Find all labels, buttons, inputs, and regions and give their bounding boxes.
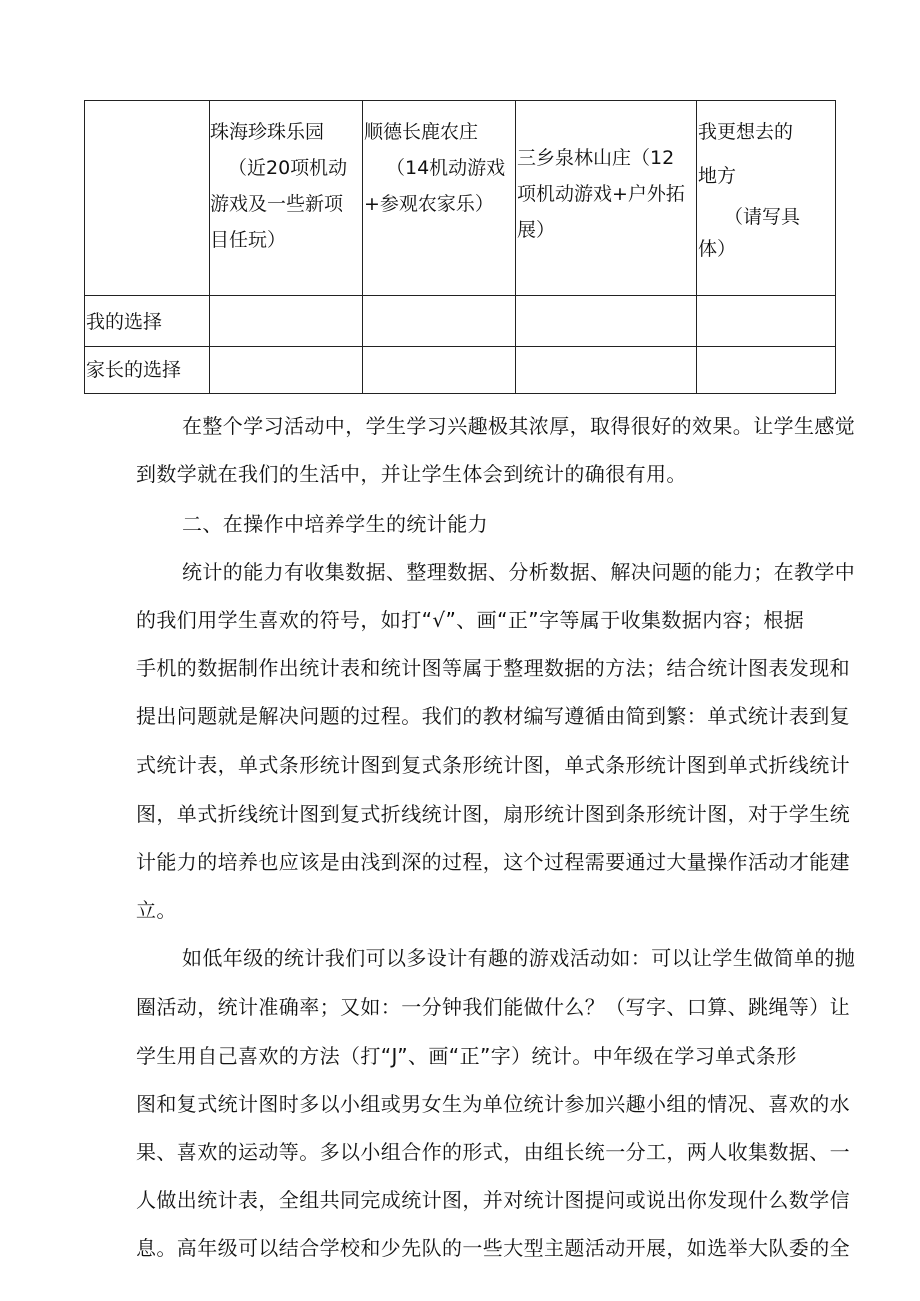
cell-line: 珠海珍珠乐园 [210, 121, 325, 143]
paragraph-3-line: 圈活动，统计准确率；又如：一分钟我们能做什么？（写字、口算、跳绳等）让 [136, 995, 850, 1019]
paragraph-2-line: 手机的数据制作出统计表和统计图等属于整理数据的方法；结合统计图表发现和 [136, 656, 850, 680]
cell-line: （14机动游戏 [386, 157, 506, 179]
section-heading: 二、在操作中培养学生的统计能力 [182, 512, 488, 536]
cell-line: 游戏及一些新项 [210, 193, 344, 215]
paragraph-1-line: 在整个学习活动中，学生学习兴趣极其浓厚，取得很好的效果。让学生感觉 [182, 414, 856, 438]
cell-line: 项机动游戏+户外拓 [517, 183, 685, 205]
cell-line: 展） [517, 219, 556, 241]
choice-table [84, 100, 836, 394]
table-rule [84, 346, 836, 347]
cell-line: 地方 [698, 165, 737, 187]
row-label-parent-choice [86, 352, 181, 388]
table-rule [362, 100, 363, 394]
cell-line: （请写具 [724, 206, 801, 228]
header-cell-zhuhai [210, 114, 360, 258]
cell-line: （近20项机动 [228, 157, 348, 179]
paragraph-3-line: 图和复式统计图时多以小组或男女生为单位统计参加兴趣小组的情况、喜欢的水 [136, 1092, 850, 1116]
header-cell-shunde [364, 114, 514, 222]
table-rule [835, 100, 836, 394]
row-label-my-choice [86, 304, 162, 340]
cell-line: 我的选择 [86, 311, 163, 333]
cell-line: 我更想去的 [698, 121, 794, 143]
table-rule [84, 393, 836, 394]
paragraph-2-line: 图，单式折线统计图到复式折线统计图，扇形统计图到条形统计图，对于学生统 [136, 802, 850, 826]
header-cell-other [698, 110, 834, 262]
table-rule [696, 100, 697, 394]
table-rule [515, 100, 516, 394]
paragraph-2-line: 式统计表，单式条形统计图到复式条形统计图，单式条形统计图到单式折线统计 [136, 753, 850, 777]
paragraph-3-line: 人做出统计表，全组共同完成统计图，并对统计图提问或说出你发现什么数学信 [136, 1188, 850, 1212]
paragraph-2-line: 提出问题就是解决问题的过程。我们的教材编写遵循由简到繁：单式统计表到复 [136, 704, 850, 728]
paragraph-3-line: 息。高年级可以结合学校和少先队的一些大型主题活动开展，如选举大队委的全 [136, 1236, 850, 1260]
paragraph-1-line: 到数学就在我们的生活中，并让学生体会到统计的确很有用。 [136, 462, 687, 486]
paragraph-3-line: 果、喜欢的运动等。多以小组合作的形式，由组长统一分工，两人收集数据、一 [136, 1140, 850, 1164]
cell-line: +参观农家乐） [364, 193, 494, 215]
table-rule [84, 100, 836, 101]
header-cell-sanxiang [517, 140, 695, 248]
paragraph-2-line: 统计的能力有收集数据、整理数据、分析数据、解决问题的能力；在教学中 [182, 560, 856, 584]
paragraph-2-line: 计能力的培养也应该是由浅到深的过程，这个过程需要通过大量操作活动才能建 [136, 850, 850, 874]
paragraph-2-line: 立。 [136, 898, 177, 922]
cell-line: 目任玩） [210, 229, 287, 251]
cell-line: 三乡泉林山庄（12 [517, 147, 675, 169]
table-rule [84, 295, 836, 296]
cell-line: 家长的选择 [86, 359, 182, 381]
paragraph-3-line: 学生用自己喜欢的方法（打“J”、画“正”字）统计。中年级在学习单式条形 [136, 1044, 797, 1068]
cell-line: 体） [698, 238, 737, 260]
table-rule [84, 100, 85, 394]
paragraph-2-line: 的我们用学生喜欢的符号，如打“√”、画“正”字等属于收集数据内容；根据 [136, 608, 805, 632]
cell-line: 顺德长鹿农庄 [364, 121, 479, 143]
paragraph-3-line: 如低年级的统计我们可以多设计有趣的游戏活动如：可以让学生做简单的抛 [182, 946, 856, 970]
